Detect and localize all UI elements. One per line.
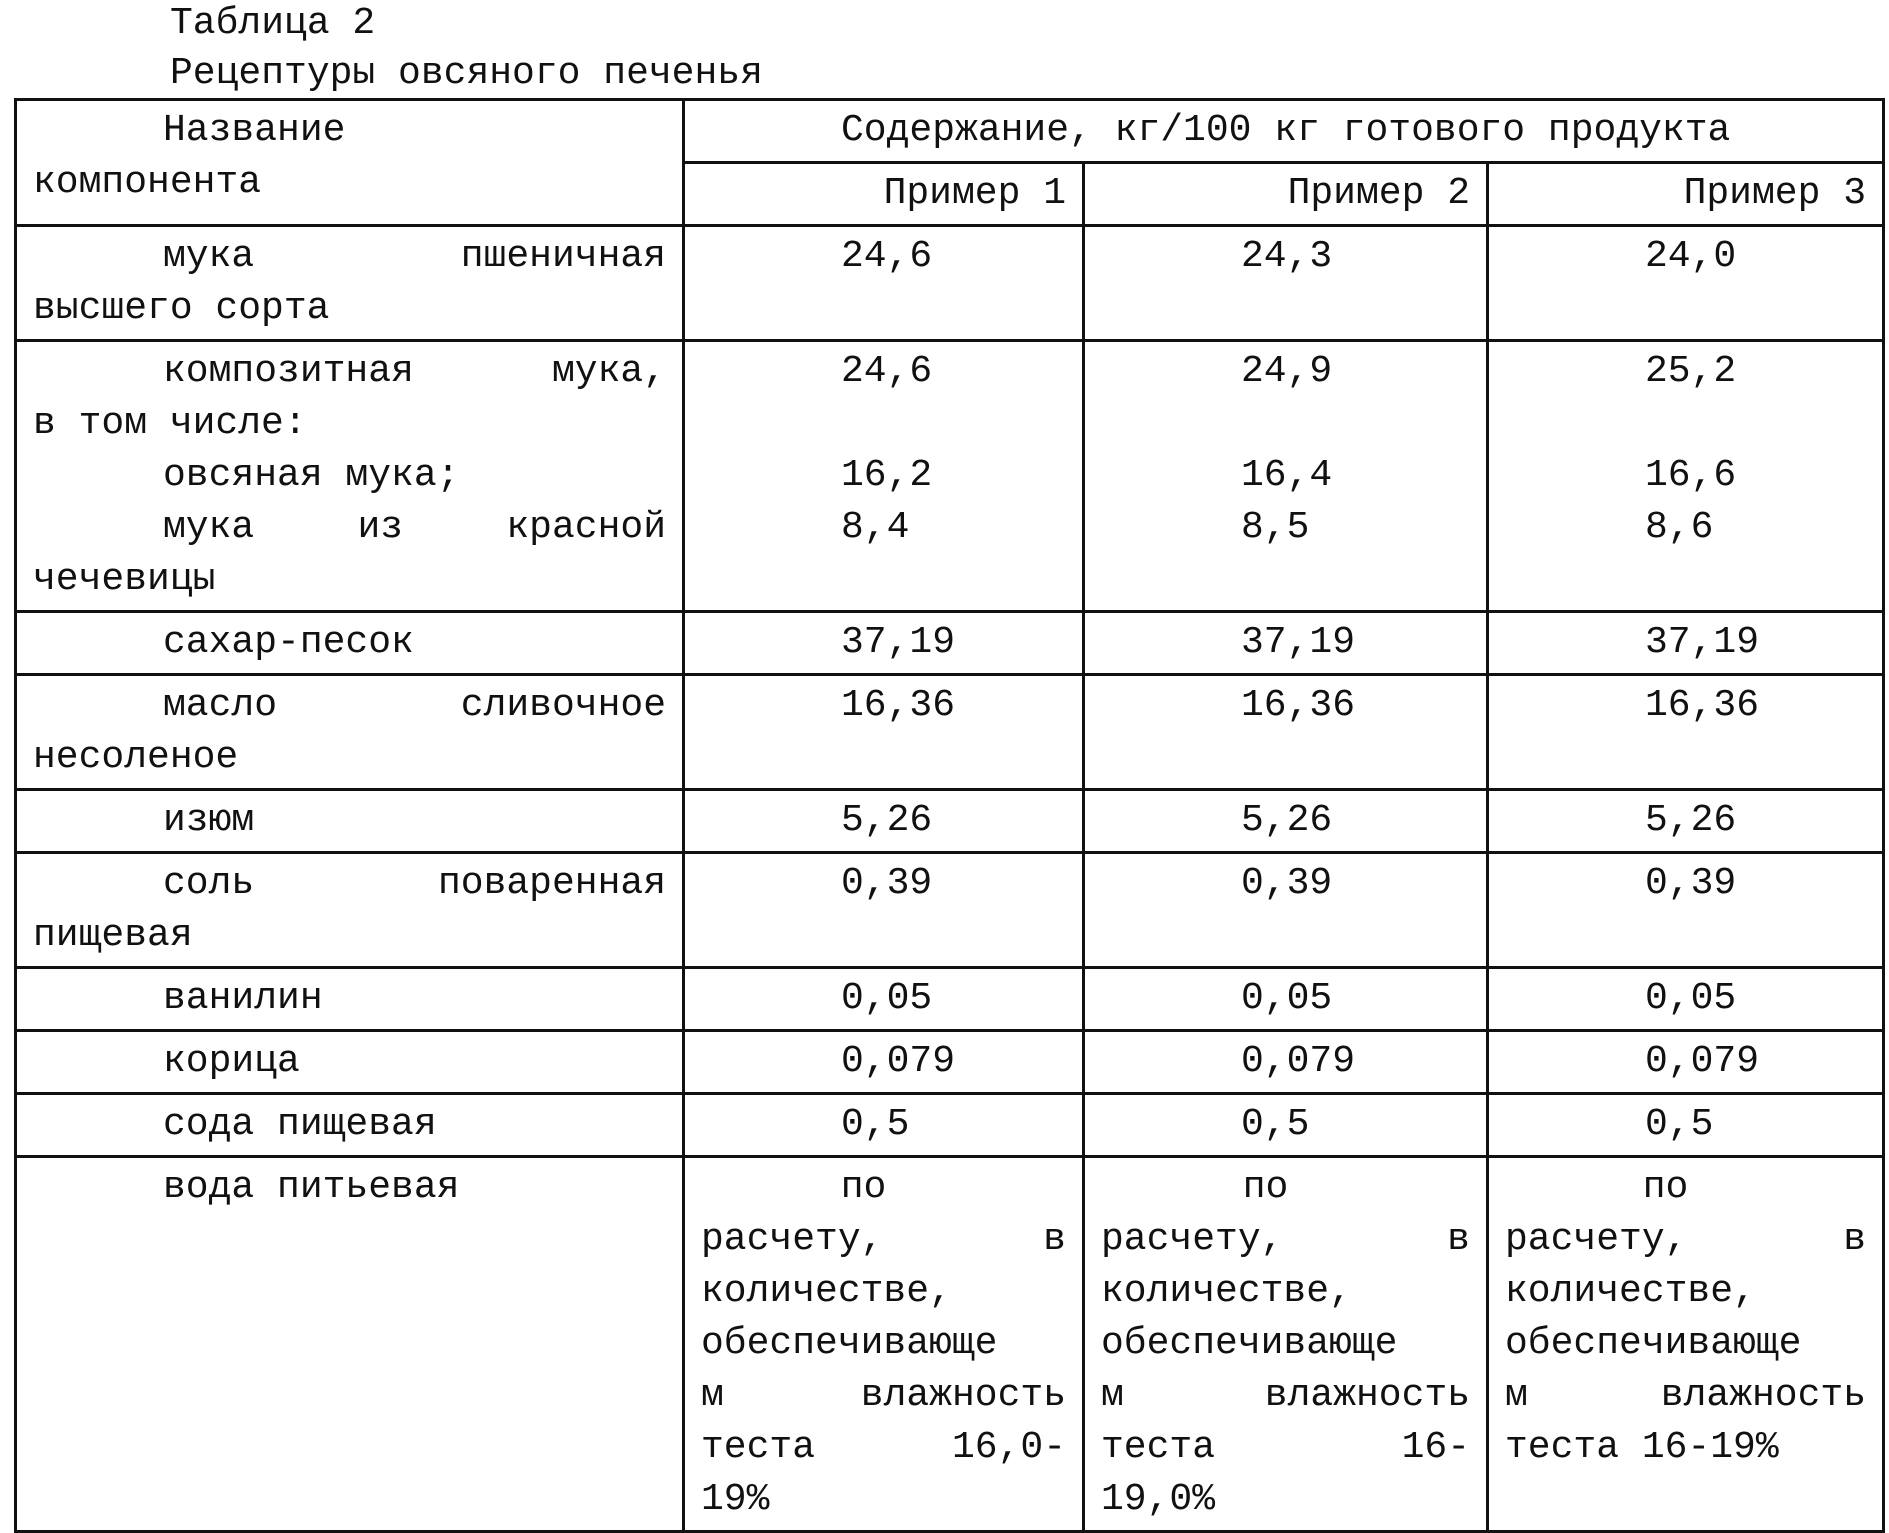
value-cell bbox=[684, 853, 1084, 968]
component-name-line: масло сливочное bbox=[163, 684, 666, 727]
water-value-cell bbox=[1084, 1157, 1488, 1532]
value-text: 8,5 bbox=[1241, 506, 1310, 549]
value-text: 0,05 bbox=[841, 977, 933, 1020]
value-cell bbox=[684, 341, 1084, 612]
header-row bbox=[16, 100, 1884, 163]
value-text: 0,5 bbox=[1241, 1103, 1310, 1146]
subcomponent-name-line: мука из красной bbox=[163, 506, 666, 549]
component-name-cell bbox=[16, 226, 684, 341]
value-text: 0,39 bbox=[1241, 862, 1333, 905]
value-cell bbox=[1488, 612, 1884, 675]
table-row bbox=[16, 968, 1884, 1031]
value-text: 0,39 bbox=[1645, 862, 1737, 905]
value-text: 8,6 bbox=[1645, 506, 1714, 549]
table-row bbox=[16, 853, 1884, 968]
subcomponent-name-line: чечевицы bbox=[33, 558, 216, 601]
value-text: 37,19 bbox=[1241, 621, 1356, 664]
value-text: 24,3 bbox=[1241, 235, 1333, 278]
component-name-cell bbox=[16, 968, 684, 1031]
water-value-line: теста 16- bbox=[1101, 1426, 1470, 1469]
component-name-cell bbox=[16, 790, 684, 853]
water-value-line: теста 16,0- bbox=[701, 1426, 1066, 1469]
water-value-cell bbox=[684, 1157, 1084, 1532]
header-content-text: Содержание, кг/100 кг готового продукта bbox=[841, 109, 1731, 152]
water-value-line: по bbox=[1242, 1166, 1289, 1209]
water-value-line: теста 16-19% bbox=[1505, 1426, 1779, 1469]
component-name-line: корица bbox=[163, 1040, 300, 1083]
table-row bbox=[16, 1031, 1884, 1094]
table-row bbox=[16, 612, 1884, 675]
table-row bbox=[16, 226, 1884, 341]
header-component-cell bbox=[16, 100, 684, 226]
value-text: 24,6 bbox=[841, 235, 933, 278]
component-name-cell bbox=[16, 1031, 684, 1094]
value-text: 5,26 bbox=[841, 799, 933, 842]
value-cell bbox=[1084, 226, 1488, 341]
value-cell bbox=[1084, 1094, 1488, 1157]
value-spacer bbox=[701, 398, 1066, 450]
value-text: 0,05 bbox=[1645, 977, 1737, 1020]
table-row bbox=[16, 1157, 1884, 1532]
value-cell bbox=[1084, 1031, 1488, 1094]
value-text: 8,4 bbox=[841, 506, 910, 549]
table-row bbox=[16, 790, 1884, 853]
value-text: 24,6 bbox=[841, 350, 933, 393]
value-cell bbox=[1084, 341, 1488, 612]
value-cell bbox=[684, 612, 1084, 675]
value-cell bbox=[684, 675, 1084, 790]
header-component-line: компонента bbox=[33, 161, 262, 204]
water-value-line: 19,0% bbox=[1101, 1478, 1216, 1521]
water-value-line: м влажность bbox=[1505, 1374, 1867, 1417]
component-name-cell bbox=[16, 612, 684, 675]
component-name-line: пищевая bbox=[33, 914, 193, 957]
header-example-2: Пример 2 bbox=[1084, 163, 1488, 226]
component-name-cell bbox=[16, 853, 684, 968]
value-text: 5,26 bbox=[1645, 799, 1737, 842]
component-name-cell bbox=[16, 1094, 684, 1157]
water-value-line: количестве, bbox=[701, 1270, 952, 1313]
water-value-line: обеспечивающе bbox=[1101, 1322, 1398, 1365]
component-name-line: в том числе: bbox=[33, 402, 307, 445]
value-text: 25,2 bbox=[1645, 350, 1737, 393]
value-cell bbox=[1084, 675, 1488, 790]
water-value-line: 19% bbox=[701, 1478, 770, 1521]
value-text: 0,079 bbox=[841, 1040, 956, 1083]
value-cell bbox=[684, 1031, 1084, 1094]
water-value-line: по bbox=[1642, 1166, 1689, 1209]
value-text: 0,39 bbox=[841, 862, 933, 905]
value-text: 16,36 bbox=[841, 684, 956, 727]
value-cell bbox=[1488, 1094, 1884, 1157]
value-cell bbox=[684, 226, 1084, 341]
water-value-line: количестве, bbox=[1505, 1270, 1756, 1313]
value-cell bbox=[684, 968, 1084, 1031]
water-value-line: м влажность bbox=[701, 1374, 1066, 1417]
table-title: Таблица 2 bbox=[170, 2, 376, 45]
water-value-line: обеспечивающе bbox=[701, 1322, 998, 1365]
value-cell bbox=[684, 1094, 1084, 1157]
component-name-line: изюм bbox=[163, 799, 255, 842]
value-spacer bbox=[1101, 398, 1470, 450]
component-name-line: мука пшеничная bbox=[163, 235, 666, 278]
value-text: 0,05 bbox=[1241, 977, 1333, 1020]
header-example-3: Пример 3 bbox=[1488, 163, 1884, 226]
component-name-cell bbox=[16, 1157, 684, 1532]
value-text: 16,36 bbox=[1645, 684, 1760, 727]
component-name-line: вода питьевая bbox=[163, 1166, 460, 1209]
value-cell bbox=[1488, 226, 1884, 341]
water-value-line: расчету, в bbox=[701, 1218, 1066, 1261]
value-cell bbox=[1084, 853, 1488, 968]
water-value-line: расчету, в bbox=[1101, 1218, 1470, 1261]
value-text: 16,36 bbox=[1241, 684, 1356, 727]
header-content-cell bbox=[684, 100, 1884, 163]
value-text: 0,5 bbox=[841, 1103, 910, 1146]
component-name-cell bbox=[16, 675, 684, 790]
header-component-line: Название bbox=[163, 109, 346, 152]
value-cell bbox=[684, 790, 1084, 853]
value-spacer bbox=[1505, 398, 1866, 450]
value-text: 5,26 bbox=[1241, 799, 1333, 842]
water-value-line: обеспечивающе bbox=[1505, 1322, 1802, 1365]
value-text: 0,079 bbox=[1241, 1040, 1356, 1083]
value-cell bbox=[1488, 675, 1884, 790]
table-subtitle: Рецептуры овсяного печенья bbox=[170, 52, 763, 95]
recipe-table bbox=[14, 98, 1885, 1533]
water-value-line: м влажность bbox=[1101, 1374, 1470, 1417]
water-value-cell bbox=[1488, 1157, 1884, 1532]
component-name-cell bbox=[16, 341, 684, 612]
value-cell bbox=[1084, 968, 1488, 1031]
value-cell bbox=[1488, 1031, 1884, 1094]
value-text: 0,5 bbox=[1645, 1103, 1714, 1146]
value-text: 16,6 bbox=[1645, 454, 1737, 497]
value-cell bbox=[1084, 612, 1488, 675]
component-name-line: несоленое bbox=[33, 736, 239, 779]
value-cell bbox=[1084, 790, 1488, 853]
value-text: 16,2 bbox=[841, 454, 933, 497]
water-value-line: количестве, bbox=[1101, 1270, 1352, 1313]
component-name-line: композитная мука, bbox=[163, 350, 666, 393]
value-text: 0,079 bbox=[1645, 1040, 1760, 1083]
value-text: 37,19 bbox=[1645, 621, 1760, 664]
value-cell bbox=[1488, 968, 1884, 1031]
water-value-line: по bbox=[840, 1166, 887, 1209]
value-cell bbox=[1488, 790, 1884, 853]
component-name-line: высшего сорта bbox=[33, 287, 330, 330]
value-cell bbox=[1488, 341, 1884, 612]
component-name-line: сахар-песок bbox=[163, 621, 414, 664]
component-name-line: соль поваренная bbox=[163, 862, 666, 905]
water-value-line: расчету, в bbox=[1505, 1218, 1867, 1261]
table-row bbox=[16, 675, 1884, 790]
value-text: 16,4 bbox=[1241, 454, 1333, 497]
value-text: 37,19 bbox=[841, 621, 956, 664]
value-text: 24,9 bbox=[1241, 350, 1333, 393]
value-text: 24,0 bbox=[1645, 235, 1737, 278]
value-cell bbox=[1488, 853, 1884, 968]
subcomponent-name-line: овсяная мука; bbox=[163, 454, 460, 497]
component-name-line: ванилин bbox=[163, 977, 323, 1020]
component-name-line: сода пищевая bbox=[163, 1103, 437, 1146]
header-example-1: Пример 1 bbox=[684, 163, 1084, 226]
table-row bbox=[16, 1094, 1884, 1157]
table-row bbox=[16, 341, 1884, 612]
